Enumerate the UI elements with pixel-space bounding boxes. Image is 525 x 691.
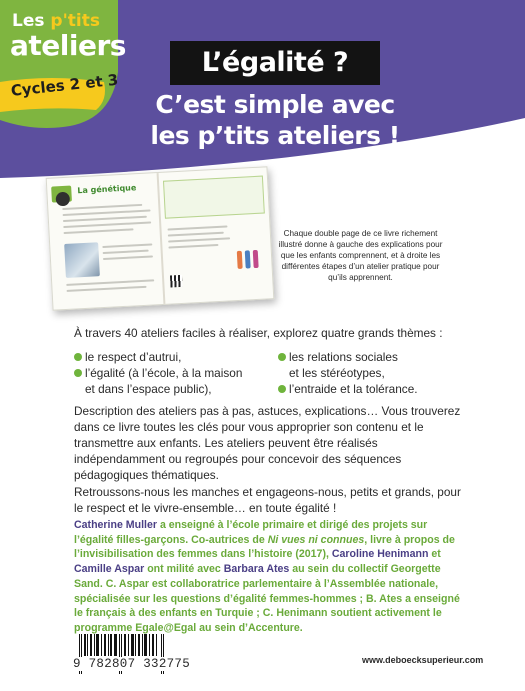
text-line	[167, 225, 227, 230]
book-subtitle: C’est simple avec les p’tits ateliers !	[150, 90, 400, 150]
dog-photo-image	[64, 242, 100, 278]
text-line	[168, 244, 218, 249]
text-line	[64, 228, 134, 234]
text-line	[103, 250, 149, 254]
isbn-number: 9 782807 332775	[73, 657, 191, 671]
cycles-label: Cycles 2 et 3	[10, 70, 120, 100]
preview-page-title: La génétique	[77, 183, 137, 196]
text-line	[63, 221, 151, 228]
chapter-number-badge	[55, 192, 70, 207]
intro-text: À travers 40 ateliers faciles à réaliser, explorez quatre grands thèmes :	[74, 326, 443, 340]
book-spread-preview	[46, 166, 275, 310]
text-line	[67, 286, 147, 292]
qr-code-icon	[170, 275, 183, 288]
list-item: les relations sociales	[278, 349, 398, 365]
child-figure-icon	[253, 250, 259, 268]
list-item-continuation: et dans l’espace public),	[85, 382, 212, 396]
book-reference: Ni vues ni connues	[267, 533, 365, 546]
bullet-dot-icon	[74, 353, 82, 361]
child-figure-icon	[245, 250, 251, 268]
list-item: l’égalité (à l’école, à la maison	[74, 365, 242, 381]
text-line	[103, 255, 153, 260]
child-figure-icon	[237, 251, 243, 269]
series-logo-top: Les p'tits	[12, 11, 100, 31]
publisher-website: www.deboecksuperieur.com	[362, 655, 484, 665]
book-title: L’égalité ?	[170, 41, 380, 85]
list-item: l’entraide et la tolérance.	[278, 381, 418, 397]
text-line	[102, 243, 152, 248]
authors-bio: Catherine Muller a enseigné à l’école primaire et dirigé des projets sur l’égalité filles-garçons. Co-autrices de Ni vues ni connues, livre à propos de l’invisibilisation des femmes dans l’histoire (2017), Caroline Henimann et Camille Aspar ont milité avec Barbara Ates au sein du collectif Georgette Sand. C. Aspar est collaboratrice parlementaire à l’Assemblée nationale, spécialisée sur les questions d’égalité femmes-hommes ; B. Ates a enseigné le français à des enfants en Turquie ; C. Henimann soutient activement le programme Egale@Egal au sein d’Accenture.	[74, 519, 460, 634]
text-line	[66, 279, 154, 286]
bullet-dot-icon	[74, 369, 82, 377]
bullet-dot-icon	[278, 385, 286, 393]
preview-caption: Chaque double page de ce livre richement illustré donne à gauche des explications pour que les enfants comprennent, et à droite les différentes étapes d’un atelier pratique pour qu’ils apprennent.	[278, 229, 443, 282]
text-line	[63, 209, 151, 216]
description-text: Description des ateliers pas à pas, astuces, explications… Vous trouverez dans ce livre toutes les clés pour vous approprier son contenu et le transmettre aux enfants. Les ateliers peuvent être réalisés indépendamment ou regroupés pour concevoir des séquences pédagogiques thématiques.	[74, 404, 461, 482]
series-logo-ateliers: ateliers	[10, 29, 126, 62]
text-line	[168, 237, 230, 242]
materials-box	[163, 176, 265, 219]
list-item: le respect d’autrui,	[74, 349, 181, 365]
text-line	[168, 232, 224, 237]
cover-header	[0, 0, 525, 178]
rally-text: Retroussons-nous les manches et engageons-nous, petits et grands, pour le respect et le vivre-ensemble… en toute égalité !	[74, 485, 461, 515]
text-line	[62, 204, 142, 210]
text-line	[63, 216, 147, 222]
author-name: Barbara Ates	[223, 563, 290, 576]
author-name: Camille Aspar	[74, 563, 145, 576]
author-name: Catherine Muller	[74, 519, 158, 531]
bullet-dot-icon	[278, 353, 286, 361]
author-name: Caroline Henimann	[331, 548, 429, 561]
list-item-continuation: et les stéréotypes,	[289, 366, 385, 380]
